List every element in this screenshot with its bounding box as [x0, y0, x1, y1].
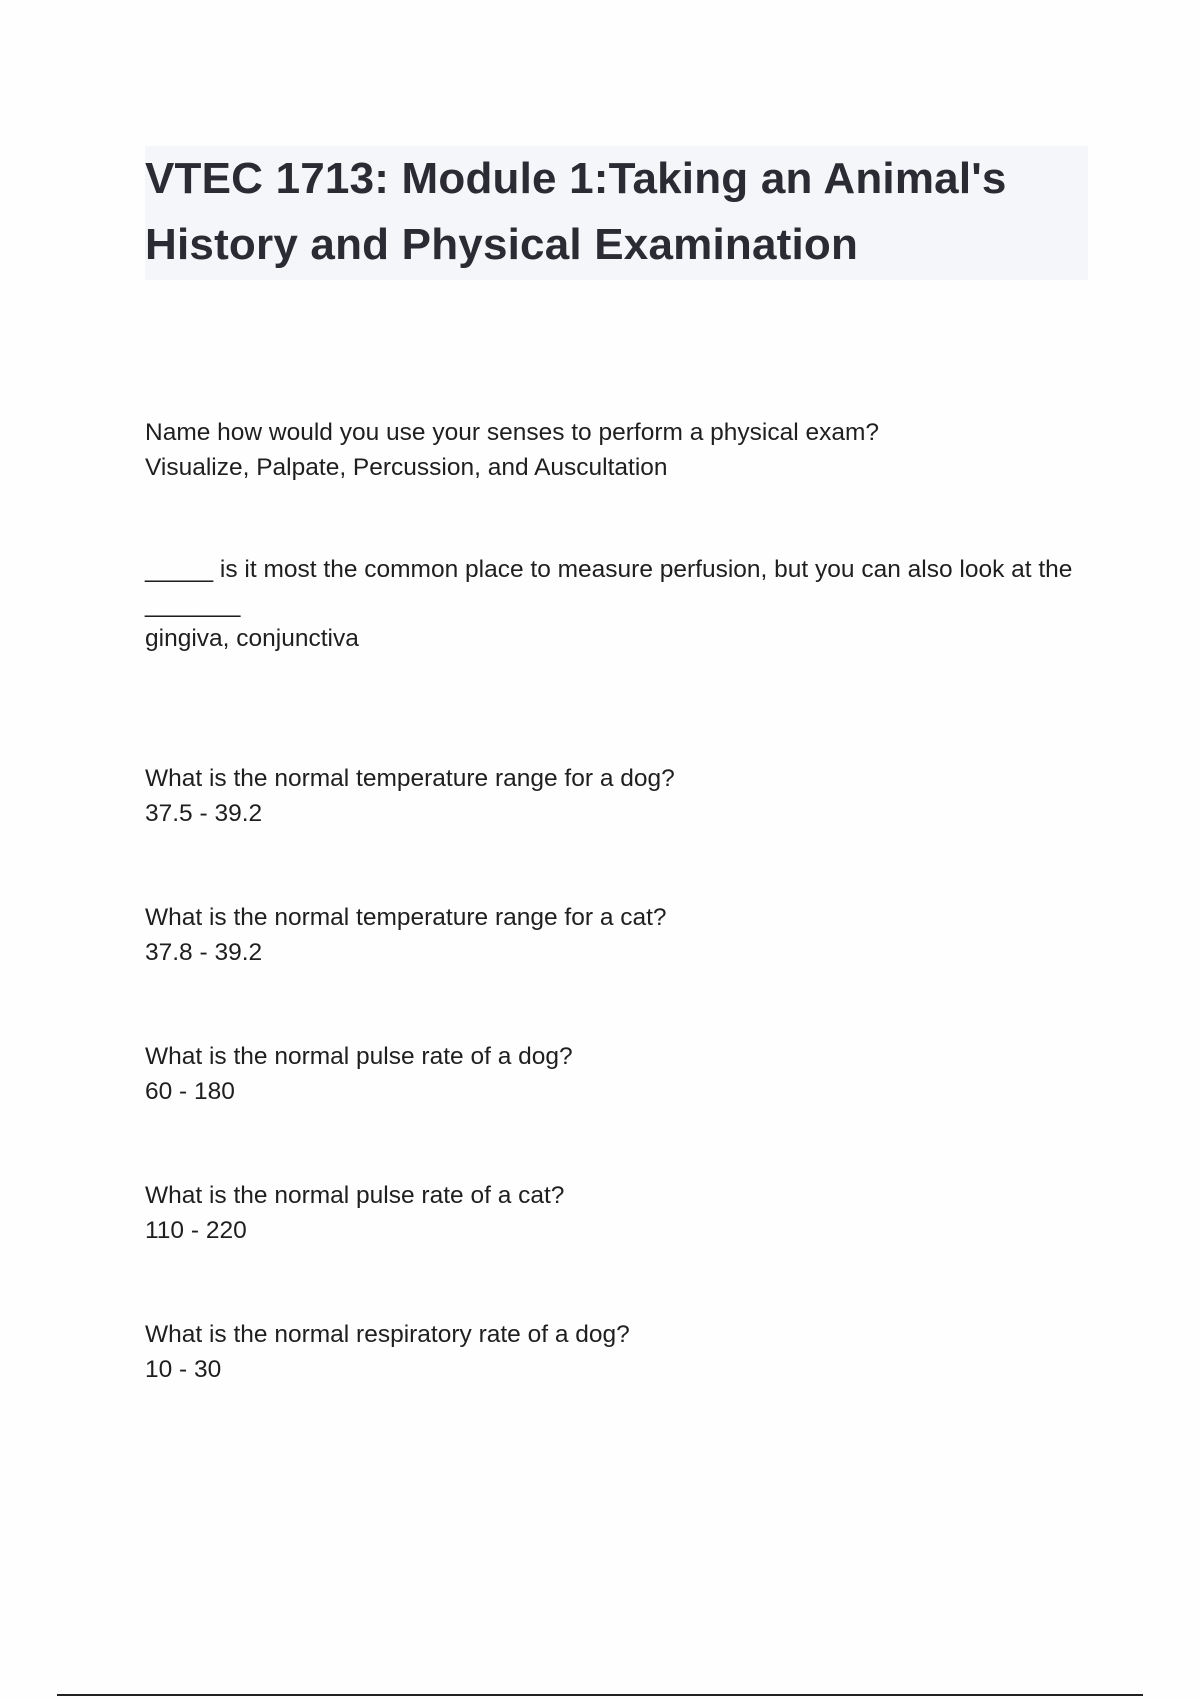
question-text: What is the normal temperature range for a dog?	[145, 765, 675, 792]
qa-item	[145, 1179, 1085, 1248]
question-text: Name how would you use your senses to perform a physical exam?	[145, 419, 879, 446]
qa-item	[145, 1040, 1085, 1109]
question-text: _____ is it most the common place to measure perfusion, but you can also look at the _______	[145, 556, 1073, 618]
qa-item	[145, 762, 1085, 831]
answer-text: Visualize, Palpate, Percussion, and Auscultation	[145, 453, 668, 481]
answer-text: 110 - 220	[145, 1216, 247, 1244]
qa-item	[145, 901, 1085, 970]
title-banner	[145, 146, 1088, 280]
question-text: What is the normal pulse rate of a cat?	[145, 1182, 565, 1209]
document-title: VTEC 1713: Module 1:Taking an Animal's History and Physical Examination	[145, 154, 1007, 269]
qa-item	[145, 553, 1085, 657]
page-bottom-divider	[57, 1694, 1143, 1696]
answer-text: 37.8 - 39.2	[145, 938, 263, 966]
qa-item	[145, 1318, 1085, 1387]
answer-text: 37.5 - 39.2	[145, 799, 263, 827]
answer-text: gingiva, conjunctiva	[145, 625, 359, 652]
question-text: What is the normal temperature range for a cat?	[145, 904, 667, 931]
qa-item	[145, 416, 1085, 485]
answer-text: 10 - 30	[145, 1355, 222, 1383]
question-text: What is the normal respiratory rate of a dog?	[145, 1321, 630, 1348]
question-text: What is the normal pulse rate of a dog?	[145, 1043, 573, 1070]
answer-text: 60 - 180	[145, 1077, 235, 1105]
